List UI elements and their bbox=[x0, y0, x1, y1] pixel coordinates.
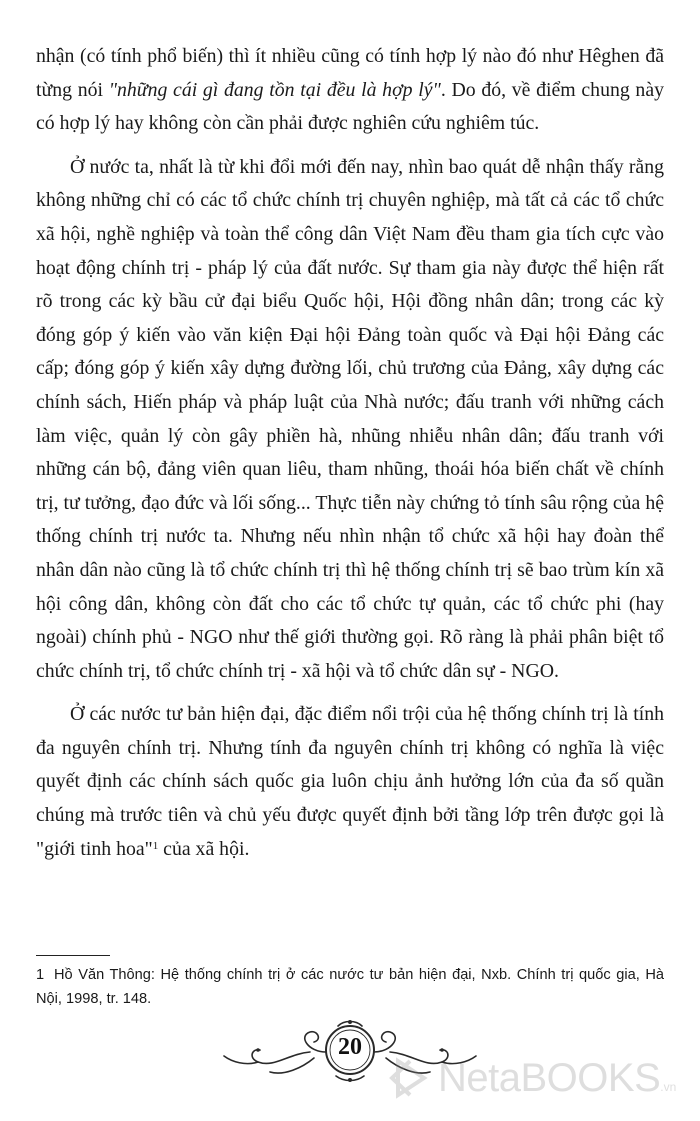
netabooks-logo-icon bbox=[388, 1055, 434, 1101]
watermark-text: NetaBOOKS bbox=[438, 1055, 661, 1100]
footnote-reference[interactable]: 1 bbox=[152, 839, 159, 852]
footnote-number: 1 bbox=[36, 967, 45, 983]
footnote-divider bbox=[36, 955, 110, 956]
paragraph-3-text: Ở các nước tư bản hiện đại, đặc điểm nổi trội của hệ thống chính trị là tính đa nguyên chính trị. Nhưng tính đa nguyên chính trị không có nghĩa là việc quyết định các chính sách quốc gia luôn chịu ảnh hưởng lớn của đa số quần chúng mà trước tiên và chủ yếu được quyết định bởi tầng lớp trên được gọi là "giới tinh hoa" bbox=[36, 703, 664, 860]
footnote-text: Hồ Văn Thông: Hệ thống chính trị ở các nước tư bản hiện đại, Nxb. Chính trị quốc gia, Hà Nội, 1998, tr. 148. bbox=[36, 967, 664, 1007]
paragraph-1 bbox=[36, 40, 664, 141]
paragraph-3-text-end: của xã hội. bbox=[158, 837, 250, 860]
page-number: 20 bbox=[338, 1034, 362, 1060]
watermark-suffix: .vn bbox=[660, 1080, 677, 1094]
footnote bbox=[36, 963, 664, 1011]
watermark bbox=[388, 1052, 676, 1104]
paragraph-2: Ở nước ta, nhất là từ khi đổi mới đến nay, nhìn bao quát dễ nhận thấy rằng không những chỉ có các tổ chức chính trị chuyên nghiệp, mà tất cả các tổ chức xã hội, nghề nghiệp và toàn thể công dân Việt Nam đều tham gia tích cực vào hoạt động chính trị - pháp lý của đất nước. Sự tham gia này được thể hiện rất rõ trong các kỳ bầu cử đại biểu Quốc hội, Hội đồng nhân dân; trong các kỳ đóng góp ý kiến vào văn kiện Đại hội Đảng toàn quốc và Đại hội Đảng các cấp; đóng góp ý kiến xây dựng đường lối, chủ trương của Đảng, xây dựng các chính sách, Hiến pháp và pháp luật của Nhà nước; đấu tranh với những cách làm việc, quản lý còn gây phiền hà, nhũng nhiễu nhân dân; đấu tranh với những cán bộ, đảng viên quan liêu, tham nhũng, thoái hóa biến chất về chính trị, tư tưởng, đạo đức và lối sống... Thực tiễn này chứng tỏ tính sâu rộng của hệ thống chính trị nước ta. Nhưng nếu nhìn nhận tổ chức xã hội hay đoàn thể nhân dân nào cũng là tổ chức chính trị thì hệ thống chính trị sẽ bao trùm kín xã hội công dân, không còn đất cho các tổ chức tự quản, các tổ chức phi (hay ngoài) chính phủ - NGO như thế giới thường gọi. Rõ ràng là phải phân biệt tổ chức chính trị, tổ chức chính trị - xã hội và tổ chức dân sự - NGO. bbox=[36, 155, 664, 682]
hegel-quote: "những cái gì đang tồn tại đều là hợp lý" bbox=[108, 78, 441, 101]
paragraph-1-text-end: . Do đó, về điểm chung này có hợp lý hay không còn cần phải được nghiên cứu nghiêm túc. bbox=[36, 78, 664, 135]
paragraph-1-text: nhận (có tính phổ biến) thì ít nhiều cũng có tính hợp lý nào đó như Hêghen đã từng nói bbox=[36, 45, 664, 101]
paragraph-3 bbox=[36, 698, 664, 866]
page-body bbox=[36, 40, 664, 866]
